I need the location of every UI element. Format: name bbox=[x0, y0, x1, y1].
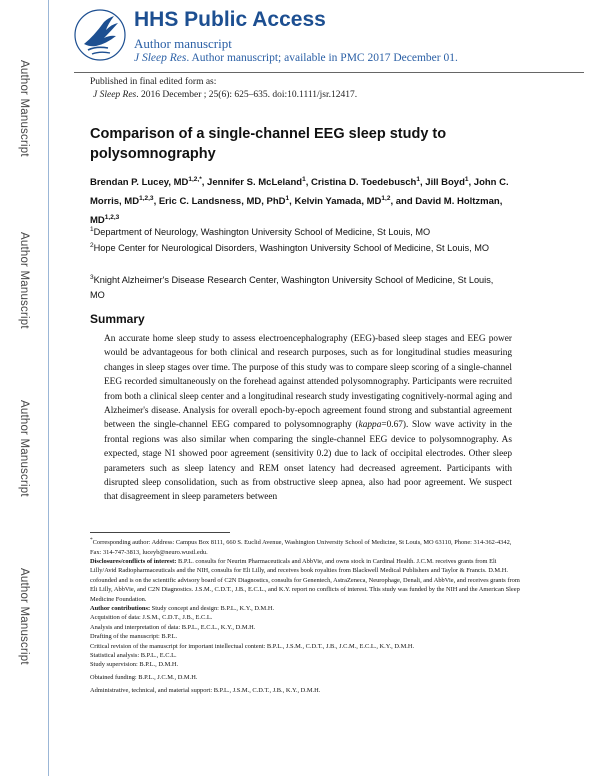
contribution-line: Obtained funding: B.P.L., J.C.M., D.M.H. bbox=[90, 673, 198, 681]
author-affiliation-sup: 1,2,3 bbox=[104, 214, 120, 222]
sidebar-divider bbox=[48, 0, 49, 776]
footnote-marker: * bbox=[90, 537, 93, 543]
summary-part2: =0.67). Slow wave activity in the frontal regions was also similar when comparing the single-channel EEG device to polysomnography. As expected, stage N1 showed poor agreement (sensitivity 0.2) due to lack of occipital electrodes. Other sleep parameters such as sleep latency and REM onset latency had decreased agreement. Participants with disrupted sleep consolidation, such as from obstructive sleep apnea, also had poor agreement. We suspect that disagreement in sleep parameters between bbox=[104, 420, 512, 503]
author-affiliation-sup: 1 bbox=[416, 176, 420, 183]
publication-info bbox=[90, 76, 357, 102]
sidebar-label: Author Manuscript bbox=[18, 232, 30, 329]
footnote-rule bbox=[90, 532, 230, 533]
affiliation-text: Hope Center for Neurological Disorders, Washington University School of Medicine, St Louis, MO bbox=[93, 243, 490, 254]
author-affiliation-sup: 1 bbox=[285, 195, 290, 203]
author-affiliation-sup: 1 bbox=[464, 176, 469, 183]
contribution-line: Administrative, technical, and material support: B.P.L., J.S.M., C.D.T., J.B., K.Y., D.M.H. bbox=[90, 687, 321, 695]
citation-line bbox=[90, 89, 357, 102]
article-title: Comparison of a single-channel EEG sleep study to polysomnography bbox=[90, 126, 447, 162]
summary-heading: Summary bbox=[90, 312, 145, 326]
citation-journal: J Sleep Res bbox=[93, 90, 137, 100]
header-rule bbox=[74, 72, 584, 73]
author-name: Jill Boyd bbox=[425, 177, 465, 189]
sidebar-label: Author Manuscript bbox=[18, 60, 30, 157]
author-name: Eric C. Landsness, MD, PhD bbox=[158, 196, 286, 208]
author-name: Cristina D. Toedebusch bbox=[310, 177, 417, 189]
hhs-eagle-logo-icon bbox=[74, 6, 128, 64]
affiliation-text: Department of Neurology, Washington University School of Medicine, St Louis, MO bbox=[93, 227, 431, 238]
affiliation-sup: 1 bbox=[90, 226, 94, 233]
hhs-header bbox=[74, 6, 574, 70]
author-affiliation-sup: 1,2 bbox=[381, 195, 391, 203]
summary-kappa: kappa bbox=[358, 420, 382, 431]
contribution-line: Study supervision: B.P.L., D.M.H. bbox=[90, 661, 179, 669]
contribution-text: Study concept and design: B.P.L., K.Y., D.M.H. bbox=[150, 604, 275, 612]
author-name: Kelvin Yamada, MD bbox=[294, 196, 382, 208]
author-manuscript-label: Author manuscript bbox=[134, 36, 232, 51]
sidebar-label: Author Manuscript bbox=[18, 400, 30, 497]
author-name: Jennifer S. McLeland bbox=[207, 177, 303, 189]
affiliation bbox=[90, 238, 510, 256]
corresponding-author-note bbox=[90, 536, 520, 557]
author-name: David M. Holtzman, MD bbox=[90, 196, 503, 227]
affiliation-text: Knight Alzheimer's Disease Research Center, Washington University School of Medicine, St Louis, MO bbox=[90, 275, 494, 301]
disclosures-label: Disclosures/conflicts of interest: bbox=[90, 557, 177, 565]
contribution-line: Acquisition of data: J.S.M., C.D.T., J.B., E.C.L. bbox=[90, 614, 213, 622]
summary-text bbox=[104, 332, 512, 505]
author-affiliation-sup: 1,2,3 bbox=[139, 195, 154, 203]
contribution-line: Analysis and interpretation of data: B.P.L., E.C.L., K.Y., D.M.H. bbox=[90, 623, 256, 631]
hhs-title: HHS Public Access bbox=[134, 8, 326, 31]
citation-text: . 2016 December ; 25(6): 625–635. doi:10.1111/jsr.12417. bbox=[136, 90, 358, 100]
journal-abbrev: J Sleep Res bbox=[134, 52, 187, 64]
published-label: Published in final edited form as: bbox=[90, 77, 217, 87]
contribution-line bbox=[90, 604, 520, 613]
sidebar-label: Author Manuscript bbox=[18, 568, 30, 665]
disclosures-text: B.P.L. consults for Neurim Pharmaceuticals and AbbVie, and owns stock in Cardinal Health. J.C.M. receives grants from Eli Lilly/Avid Radiopharmaceuticals and the NIH, consults for Eli Lilly, and receives book royalties from Blackwell Medical Publishers and Taylor & Francis. D.M.H. cofounded and is on the scientific advisory board of C2N Diagnostics, consults for Genentech, AstraZeneca, Neurophage, Denali, and AbbVie, and receives grants from Eli Lilly, AbbVie, and C2N Diagnostics. J.S.M., C.D.T., J.B., E.C.L., and K.Y. report no conflicts of interest. This study was funded by the NIH and the American Sleep Medicine Foundation. bbox=[90, 557, 520, 603]
author-name: Brendan P. Lucey, MD bbox=[90, 177, 189, 189]
disclosures-note bbox=[90, 557, 520, 604]
author-list: Brendan P. Lucey, $MD^{1,2,*}$, Jennifer S. McLeland$^1$, Cristina D. Toedebusch$^1$, Jill Boyd$^1$, John C. Morris, MD$^{1,2,3}$, Eric C. Landsness, MD, PhD$^1$, Kelvin Yamada, MD$^{1,2}$, and David M. Holtzman, MD$^{1,2,3}$ bbox=[90, 176, 509, 227]
summary-part1: An accurate home sleep study to assess electroencephalography (EEG)-based sleep stages and EEG power would be advantageous for both clinical and research purposes, such as for longitudinal studies measuring changes in sleep stages over time. The purpose of this study was to compare sleep scoring of a single-channel EEG recorded simultaneously on the forehead against attended polysomnography. Participants were recruited from both a clinical sleep center and a longitudinal research study investigating cognitively-normal aging and Alzheimer's disease. Analysis for overall epoch-by-epoch agreement found strong and substantial agreement between the single-channel EEG compared to polysomnography ( bbox=[104, 334, 512, 431]
contributions-label: Author contributions: bbox=[90, 604, 151, 612]
author-affiliation-sup: 1,2,* bbox=[188, 176, 202, 183]
author-manuscript-sidebar bbox=[0, 0, 44, 776]
affiliation bbox=[90, 270, 510, 303]
contribution-line: Drafting of the manuscript: B.P.L. bbox=[90, 633, 178, 641]
author-name: John C. Morris, MD bbox=[90, 177, 509, 208]
contribution-line: Statistical analysis: B.P.L., E.C.L. bbox=[90, 652, 177, 659]
corresponding-text: Corresponding author: Address: Campus Box 8111, 660 S. Euclid Avenue, Washington University School of Medicine, St Louis, MO 63110, Phone: 314-362-4342, Fax: 314-747-3813, luceyb@neuro.wustl.edu. bbox=[90, 539, 512, 556]
author-affiliation-sup: 1 bbox=[302, 176, 306, 183]
contribution-line: Critical revision of the manuscript for important intellectual content: B.P.L., J.S.M., C.D.T., J.B., J.C.M., E.C.L., K.Y., D.M.H. bbox=[90, 642, 415, 650]
affiliation-sup: 3 bbox=[90, 274, 94, 281]
affiliation-sup: 2 bbox=[90, 242, 94, 249]
availability-line bbox=[134, 52, 458, 64]
availability-text: . Author manuscript; available in PMC 2017 December 01. bbox=[186, 52, 458, 64]
footnotes bbox=[90, 536, 520, 696]
